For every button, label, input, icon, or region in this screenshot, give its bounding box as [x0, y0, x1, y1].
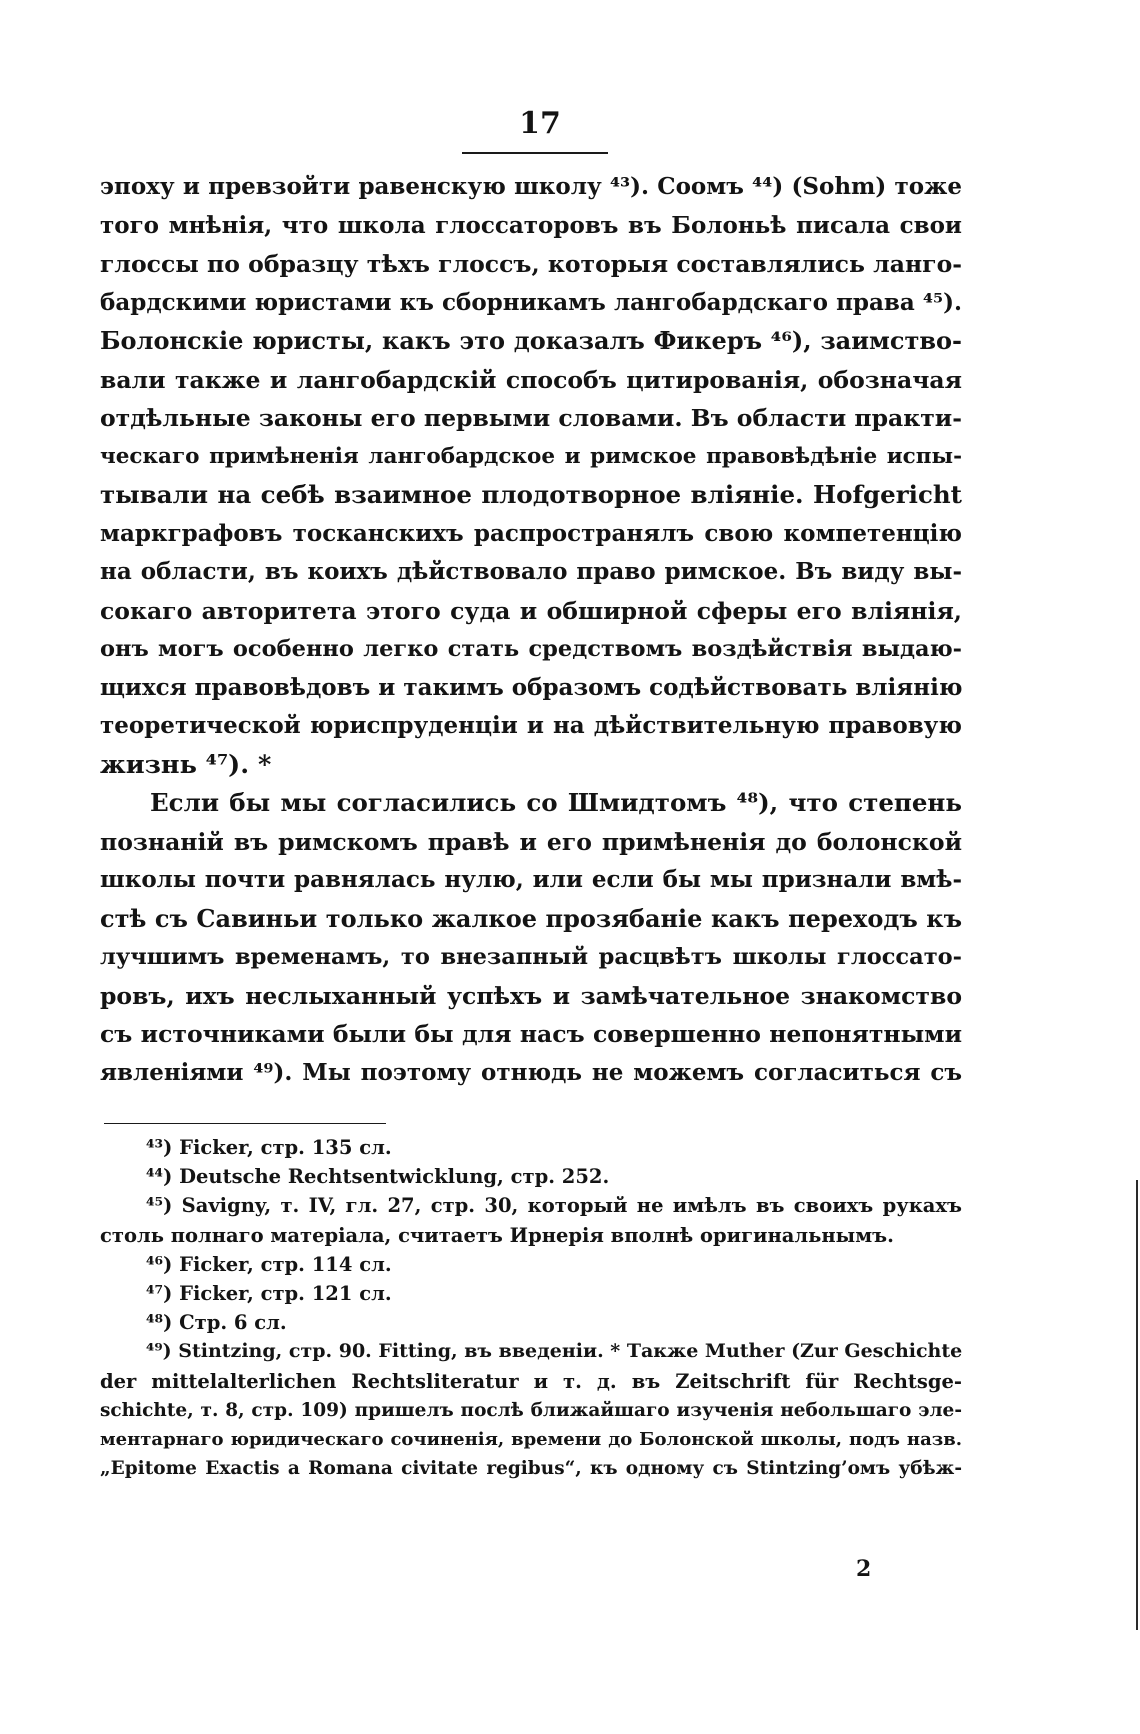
text-line: на области, въ коихъ дѣйствовало право римское. Въ виду вы- — [100, 558, 962, 585]
text-line: маркграфовъ тосканскихъ распространялъ свою компетенцію — [100, 519, 962, 547]
text-line: съ источниками были бы для насъ совершенно непонятными — [100, 1020, 962, 1048]
text-line: бардскими юристами къ сборникамъ лангобардскаго права ⁴⁵). — [100, 288, 962, 316]
text-line: теоретической юриспруденціи и на дѣйствительную правовую — [100, 712, 962, 739]
footnotes — [100, 1133, 962, 1483]
footnote-line: der mittelalterlichen Rechtsliteratur и т. д. въ Zeitschrift für Rechtsge- — [100, 1369, 962, 1393]
text-line: ческаго примѣненія лангобардское и римское правовѣдѣніе испы- — [100, 443, 962, 469]
footnote-line: ментарнаго юридическаго сочиненія, времени до Болонской школы, подъ назв. — [100, 1428, 962, 1450]
text-line: щихся правовѣдовъ и такимъ образомъ содѣйствовать вліянію — [100, 673, 962, 701]
signature-mark: 2 — [856, 1556, 872, 1582]
text-line: эпоху и превзойти равенскую школу ⁴³). Соомъ ⁴⁴) (Sohm) тоже — [100, 173, 962, 200]
text-line: того мнѣнія, что школа глоссаторовъ въ Болоньѣ писала свои — [100, 211, 962, 239]
text-line: лучшимъ временамъ, то внезапный расцвѣтъ школы глоссато- — [100, 944, 962, 970]
footnote-line: ⁴⁶) Ficker, стр. 114 сл. — [146, 1252, 392, 1276]
footnote-separator — [104, 1123, 386, 1124]
footnote-line: ⁴⁴) Deutsche Rechtsentwicklung, стр. 252. — [146, 1165, 610, 1189]
text-line: познаній въ римскомъ правѣ и его примѣненія до болонской — [100, 827, 962, 856]
footnote-line: ⁴⁷) Ficker, стр. 121 сл. — [146, 1281, 392, 1305]
footnote-line: столь полнаго матеріала, считаетъ Ирнерія вполнѣ оригинальнымъ. — [100, 1223, 894, 1247]
text-line: тывали на себѣ взаимное плодотворное вліяніе. Hofgericht — [100, 480, 962, 509]
text-line: глоссы по образцу тѣхъ глоссъ, которыя составлялись ланго- — [100, 250, 962, 278]
page-edge-line — [1136, 1180, 1138, 1630]
footnote-line: ⁴⁵) Savigny, т. IV, гл. 27, стр. 30, который не имѣлъ въ своихъ рукахъ — [146, 1194, 962, 1218]
text-line: жизнь ⁴⁷). * — [100, 749, 272, 780]
text-line: онъ могъ особенно легко стать средствомъ воздѣйствія выдаю- — [100, 636, 962, 662]
text-line: стѣ съ Савиньи только жалкое прозябаніе какъ переходъ къ — [100, 903, 962, 933]
page-number-rule — [462, 152, 608, 154]
main-text — [100, 168, 962, 1092]
text-line: явленіями ⁴⁹). Мы поэтому отнюдь не можемъ согласиться съ — [100, 1058, 962, 1086]
text-line: Болонскіе юристы, какъ это доказалъ Фикеръ ⁴⁶), заимство- — [100, 326, 962, 355]
text-line: Если бы мы согласились со Шмидтомъ ⁴⁸), что степень — [150, 788, 962, 817]
footnote-line: schichte, т. 8, стр. 109) пришелъ послѣ ближайшаго изученія небольшаго эле- — [100, 1399, 962, 1421]
text-line: ровъ, ихъ неслыханный успѣхъ и замѣчательное знакомство — [100, 981, 962, 1010]
footnote-line: ⁴³) Ficker, стр. 135 сл. — [146, 1136, 392, 1159]
text-line: школы почти равнялась нулю, или если бы мы признали вмѣ- — [100, 866, 962, 893]
page-number: 17 — [519, 106, 561, 141]
text-line: отдѣльные законы его первыми словами. Въ области практи- — [100, 404, 962, 432]
footnote-line: ⁴⁹) Stintzing, стр. 90. Fitting, въ введеніи. * Также Muther (Zur Geschichte — [146, 1340, 962, 1363]
footnote-line: ⁴⁸) Стр. 6 сл. — [146, 1311, 287, 1335]
text-line: вали также и лангобардскій способъ цитированія, обозначая — [100, 365, 962, 394]
text-line: сокаго авторитета этого суда и обширной сферы его вліянія, — [100, 596, 962, 625]
footnote-line: „Epitome Exactis a Romana civitate regibus“, къ одному съ Stintzing’омъ убѣж- — [100, 1458, 962, 1480]
